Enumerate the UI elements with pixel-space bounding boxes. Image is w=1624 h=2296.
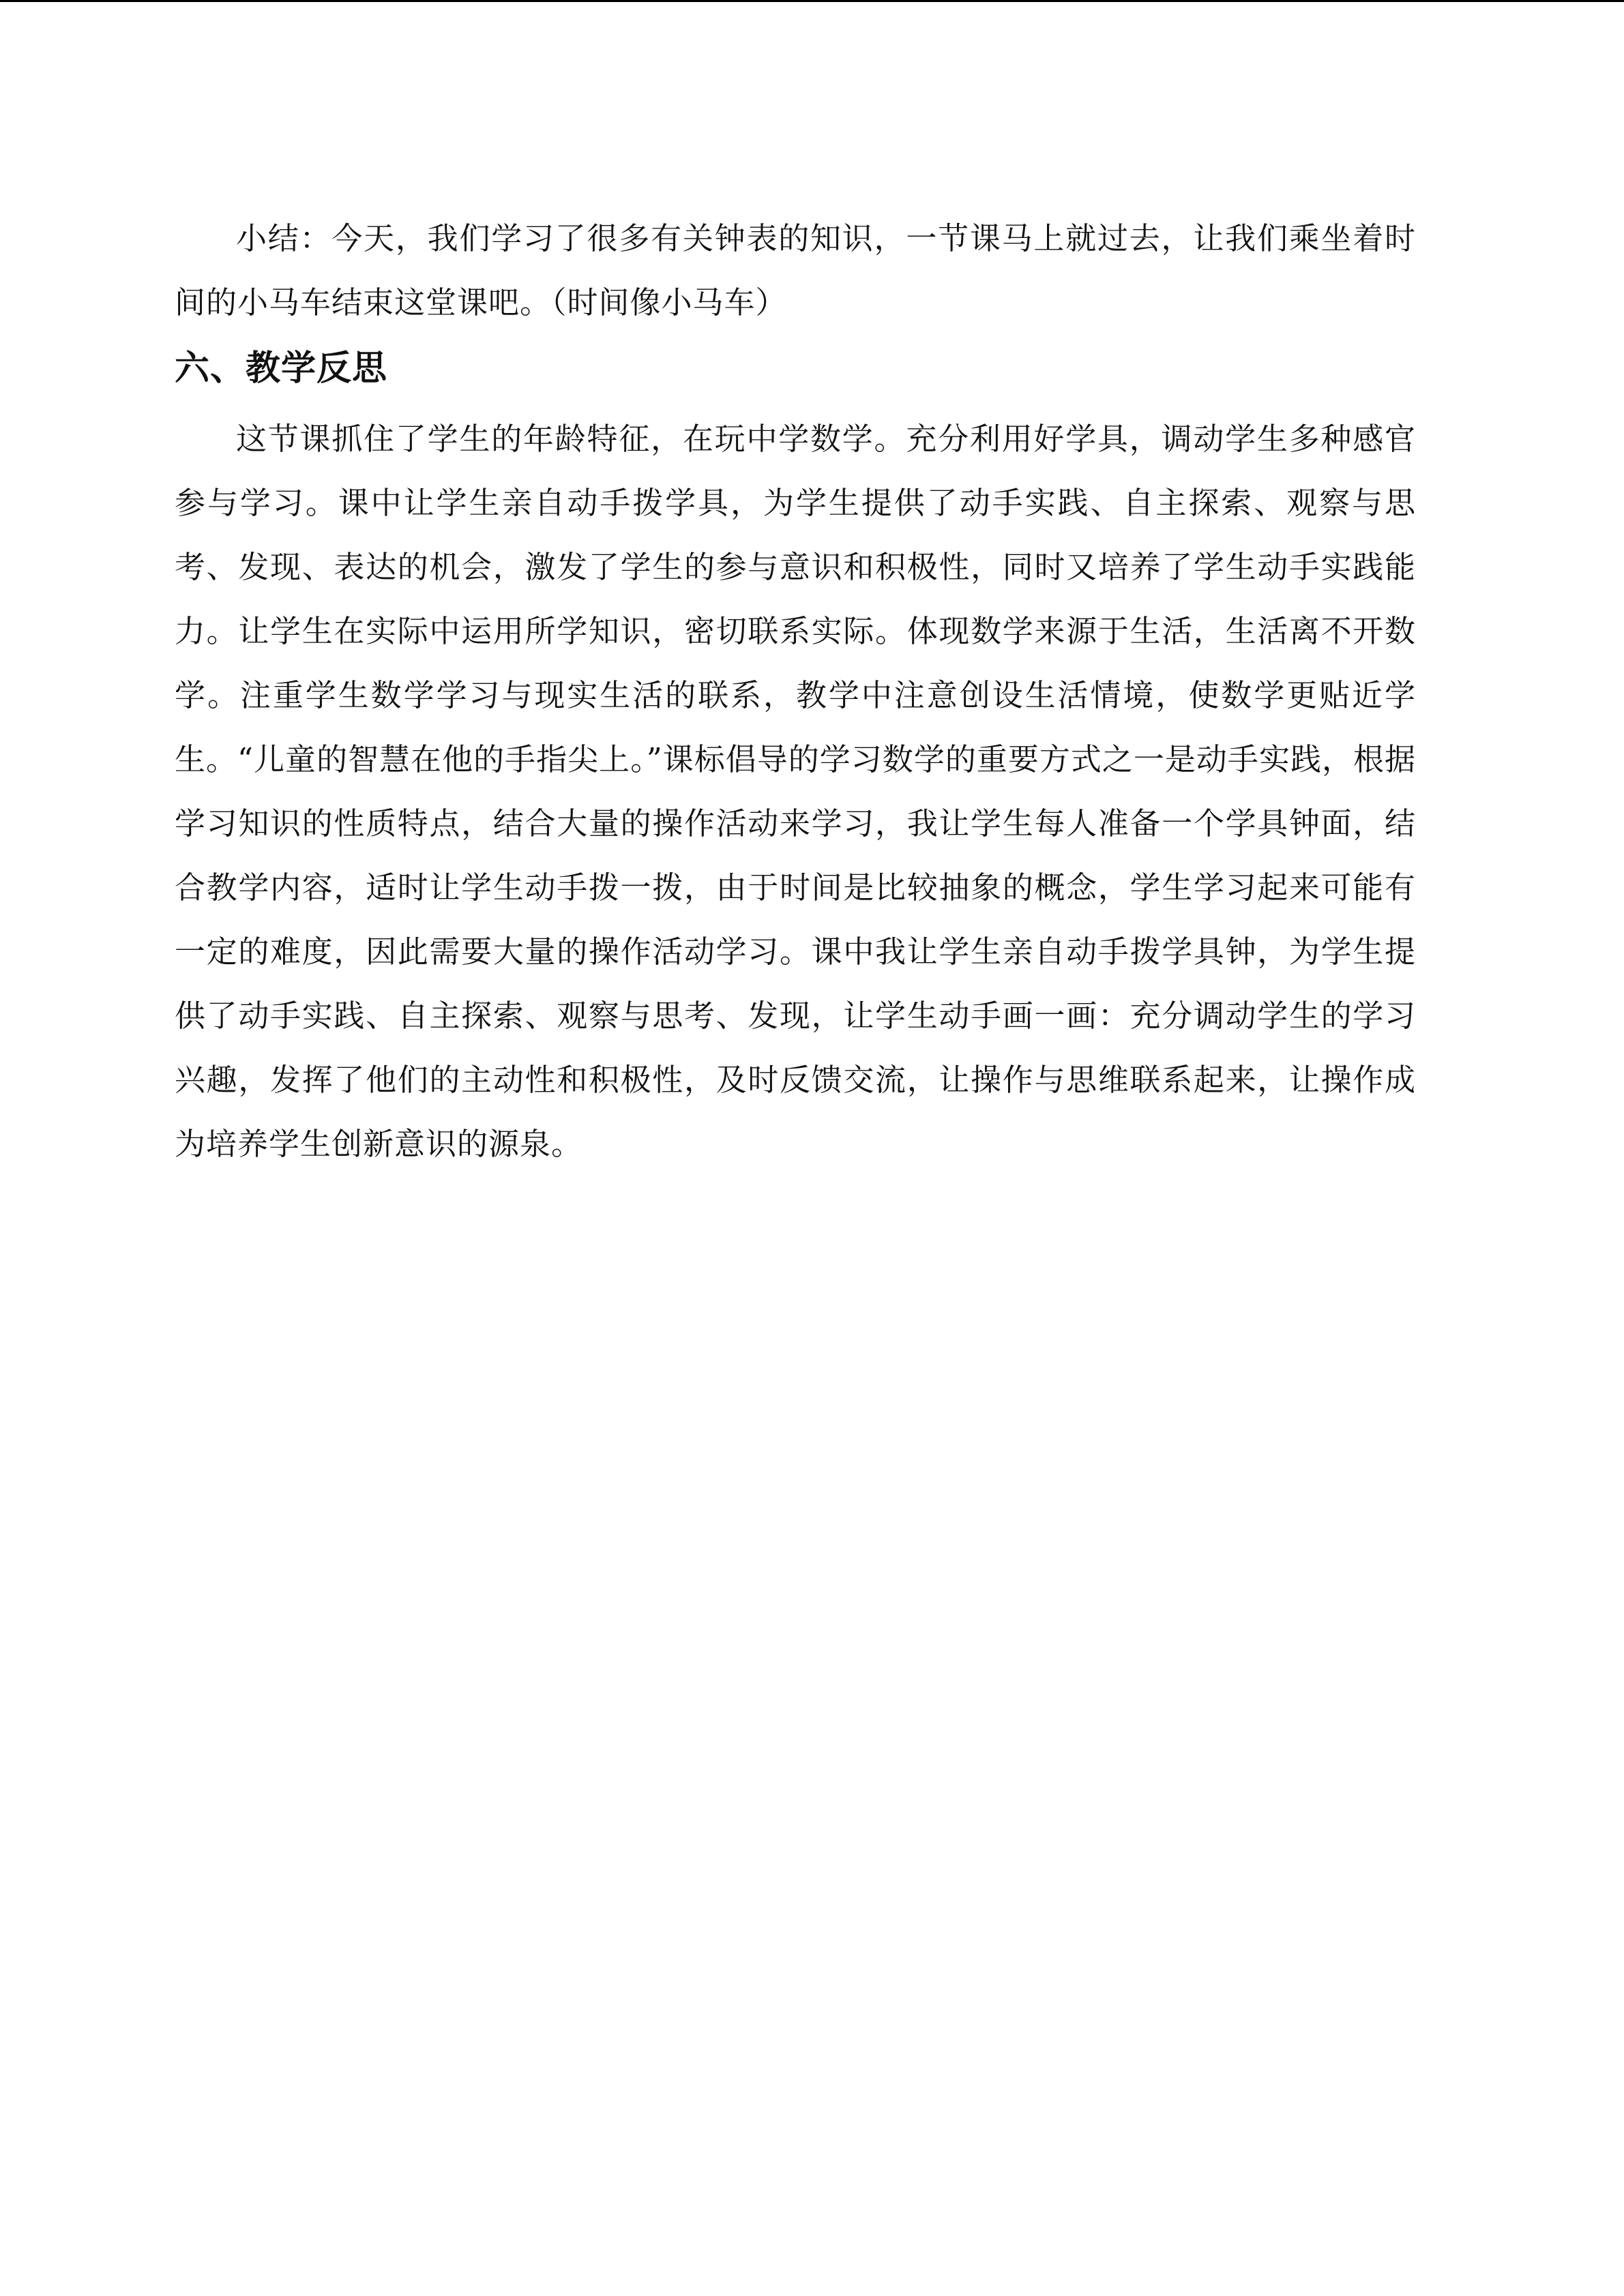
section-heading: 六、教学反思 [175,348,388,389]
reflection-paragraph: 这节课抓住了学生的年龄特征，在玩中学数学。充分利用好学具，调动学生多种感官参与学习。课中让学生亲自动手拨学具，为学生提供了动手实践、自主探索、观察与思考、发现、表达的机会，激发了学生的参与意识和积极性，同时又培养了学生动手实践能力。让学生在实际中运用所学知识，密切联系实际。体现数学来源于生活，生活离不开数学。注重学生数学学习与现实生活的联系，教学中注意创设生活情境，使数学更贴近学生。“儿童的智慧在他的手指尖上。”课标倡导的学习数学的重要方式之一是动手实践，根据学习知识的性质特点，结合大量的操作活动来学习，我让学生每人准备一个学具钟面，结合教学内容，适时让学生动手拨一拨，由于时间是比较抽象的概念，学生学习起来可能有一定的难度，因此需要大量的操作活动学习。课中我让学生亲自动手拨学具钟，为学生提供了动手实践、自主探索、观察与思考、发现，让学生动手画一画：充分调动学生的学习兴趣，发挥了他们的主动性和积极性，及时反馈交流，让操作与思维联系起来，让操作成为培养学生创新意识的源泉。 [175,421,1416,1162]
document-body [175,207,1416,1176]
summary-paragraph: 小结：今天，我们学习了很多有关钟表的知识，一节课马上就过去，让我们乘坐着时间的小马车结束这堂课吧。（时间像小马车） [175,220,1416,320]
